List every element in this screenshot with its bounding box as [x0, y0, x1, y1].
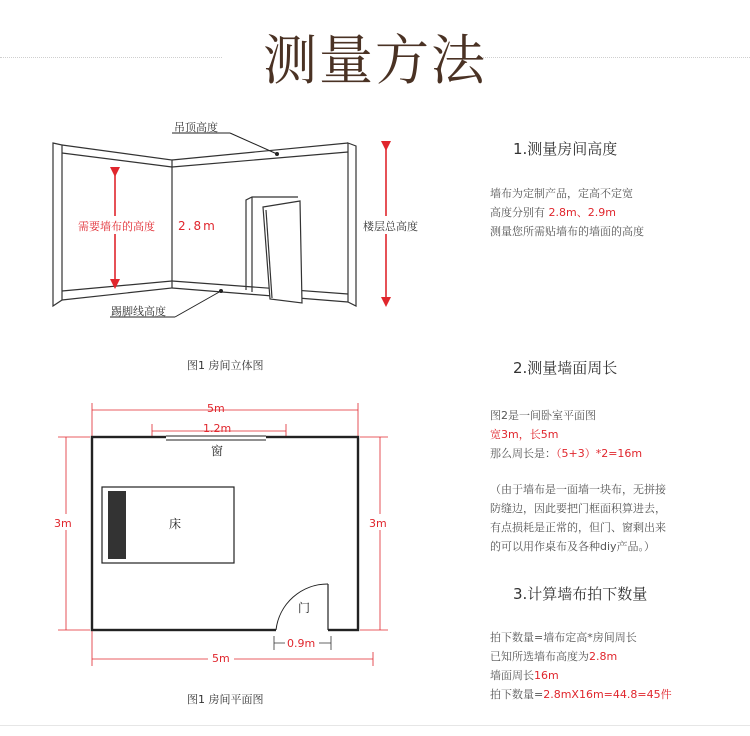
section1-line2: 高度分别有 2.8m、2.9m — [490, 206, 616, 219]
section2-note-line4: 的可以用作桌布及各种diy产品。） — [490, 540, 656, 553]
height-value: 2.8m — [178, 219, 217, 233]
floor-plan-diagram — [58, 403, 388, 666]
section2-note-line1: （由于墙布是一面墙一块布，无拼接 — [490, 483, 666, 496]
floor-plan-caption: 图1 房间平面图 — [187, 693, 264, 706]
section2-note — [490, 480, 666, 556]
section1-line1: 墙布为定制产品，定高不定宽 — [490, 187, 633, 200]
section3-line4: 拍下数量=2.8mX16m=44.8=45件 — [490, 688, 672, 701]
right-height-label: 3m — [369, 517, 387, 530]
bottom-divider — [0, 725, 750, 726]
section2-heading: 2.测量墙面周长 — [513, 359, 618, 377]
section3-line1: 拍下数量=墙布定高*房间周长 — [490, 631, 637, 644]
door-width-label: 0.9m — [287, 637, 316, 650]
bed-label: 床 — [169, 517, 182, 531]
section3-heading: 3.计算墙布拍下数量 — [513, 585, 648, 603]
top-width-label: 5m — [207, 402, 225, 415]
ceiling-height-label: 吊顶高度 — [174, 121, 218, 134]
door-label: 门 — [298, 601, 311, 615]
quantity-result: 2.8mX16m=44.8=45件 — [543, 688, 672, 701]
section1-heading: 1.测量房间高度 — [513, 140, 618, 158]
window-width-label: 1.2m — [203, 422, 232, 435]
bottom-width-label: 5m — [212, 652, 230, 665]
baseboard-height-label: 踢脚线高度 — [111, 305, 166, 318]
perimeter-formula: （5+3）*2=16m — [556, 447, 643, 460]
selected-height: 2.8m — [589, 650, 618, 663]
wall-height-label: 需要墙布的高度 — [78, 220, 155, 233]
section3-line3: 墙面周长16m — [490, 669, 559, 682]
page-title: 测量方法 — [263, 29, 487, 92]
window-label: 窗 — [211, 444, 224, 458]
section2-note-line3: 有点损耗是正常的，但门、窗剩出来 — [490, 521, 666, 534]
section2-line2: 宽3m，长5m — [490, 428, 559, 441]
section2-line3: 那么周长是：（5+3）*2=16m — [490, 447, 643, 460]
left-height-label: 3m — [54, 517, 72, 530]
section3-text — [490, 628, 672, 704]
section2-note-line2: 防缝边，因此要把门框面积算进去， — [490, 502, 666, 515]
floor-height-label: 楼层总高度 — [363, 220, 418, 233]
room-3d-caption: 图1 房间立体图 — [187, 359, 264, 372]
section1-line3: 测量您所需贴墙布的墙面的高度 — [490, 225, 644, 238]
section3-line2: 已知所选墙布高度为2.8m — [490, 650, 618, 663]
section1-text — [490, 184, 644, 241]
section2-text — [490, 406, 642, 463]
height-options: 2.8m、2.9m — [548, 206, 616, 219]
section2-line1: 图2是一间卧室平面图 — [490, 409, 596, 422]
perimeter-value: 16m — [534, 669, 559, 682]
